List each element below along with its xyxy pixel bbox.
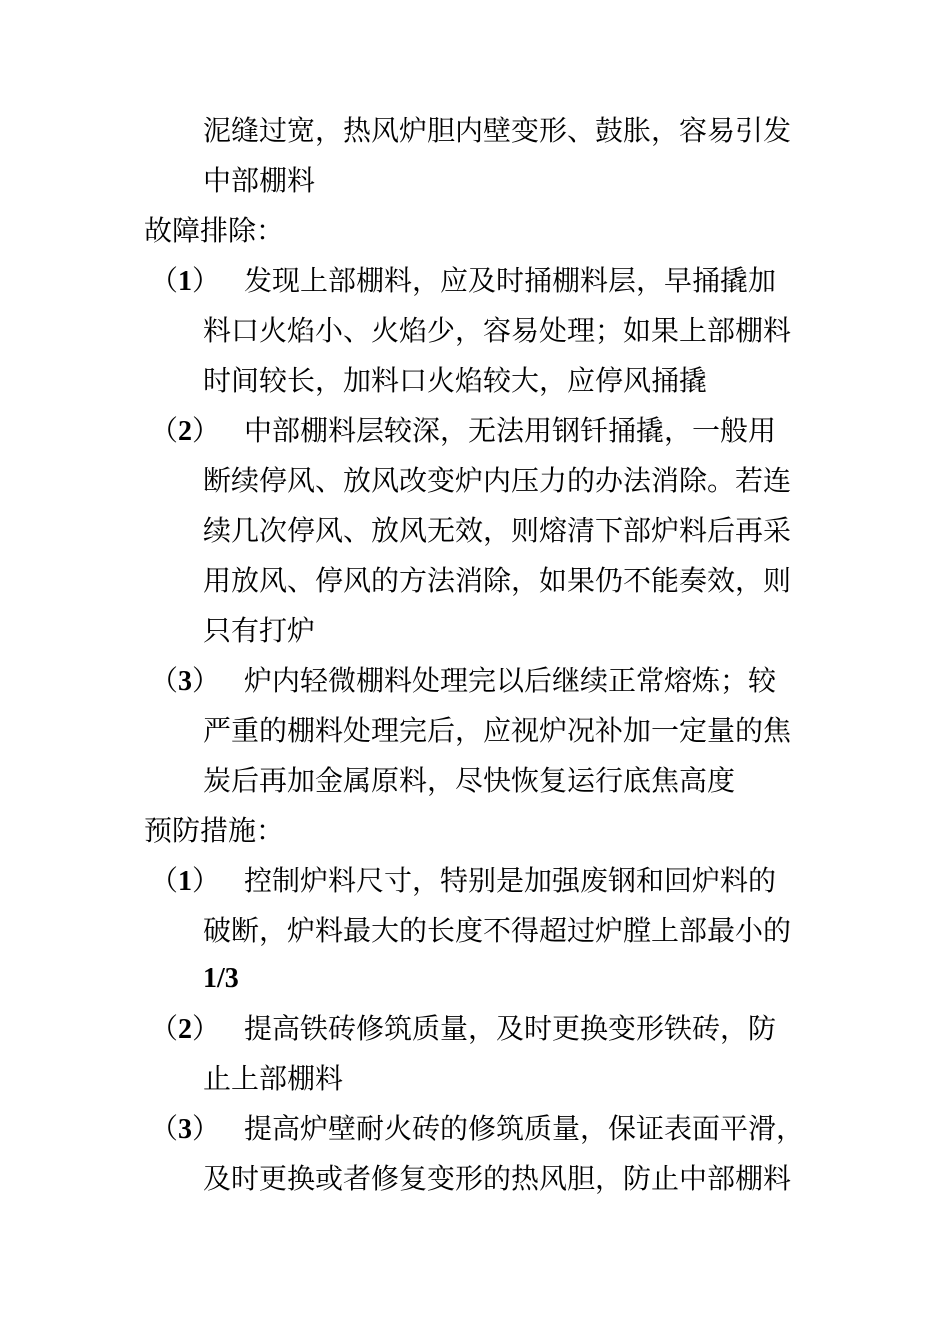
list-item-number: （3）	[150, 664, 221, 697]
section-heading-prevention: 预防措施：	[144, 814, 285, 847]
paragraph-text: 泥缝过宽，热风炉胆内壁变形、鼓胀，容易引发	[203, 114, 792, 147]
list-item-text: 炉内轻微棚料处理完以后继续正常熔炼；较	[244, 664, 777, 697]
list-item-number: （2）	[150, 1012, 221, 1045]
list-item-text: 发现上部棚料，应及时捅棚料层，早捅撬加	[244, 264, 777, 297]
list-item-text: 续几次停风、放风无效，则熔清下部炉料后再采	[203, 514, 792, 547]
list-item-number: （1）	[150, 864, 221, 897]
list-item-text: 严重的棚料处理完后，应视炉况补加一定量的焦	[203, 714, 792, 747]
list-item-text: 破断，炉料最大的长度不得超过炉膛上部最小的	[203, 914, 792, 947]
list-item-number: （3）	[150, 1112, 221, 1145]
list-item-text: 1/3	[203, 963, 239, 994]
list-item-text: 时间较长，加料口火焰较大，应停风捅撬	[203, 364, 708, 397]
list-item-text: 用放风、停风的方法消除，如果仍不能奏效，则	[203, 564, 792, 597]
list-item-text: 提高铁砖修筑质量，及时更换变形铁砖，防	[244, 1012, 777, 1045]
section-heading-troubleshooting: 故障排除：	[144, 214, 285, 247]
list-item-text: 提高炉壁耐火砖的修筑质量，保证表面平滑，	[244, 1112, 805, 1145]
list-item-text: 断续停风、放风改变炉内压力的办法消除。若连	[203, 464, 792, 497]
list-item-number: （1）	[150, 264, 221, 297]
list-item-number: （2）	[150, 414, 221, 447]
list-item-text: 只有打炉	[203, 614, 316, 647]
list-item-text: 中部棚料层较深，无法用钢钎捅撬，一般用	[244, 414, 777, 447]
list-item-text: 控制炉料尺寸，特别是加强废钢和回炉料的	[244, 864, 777, 897]
list-item-text: 止上部棚料	[203, 1062, 344, 1095]
list-item-text: 炭后再加金属原料，尽快恢复运行底焦高度	[203, 764, 736, 797]
paragraph-text: 中部棚料	[203, 164, 316, 197]
list-item-text: 及时更换或者修复变形的热风胆，防止中部棚料	[203, 1162, 792, 1195]
list-item-text: 料口火焰小、火焰少，容易处理；如果上部棚料	[203, 314, 792, 347]
